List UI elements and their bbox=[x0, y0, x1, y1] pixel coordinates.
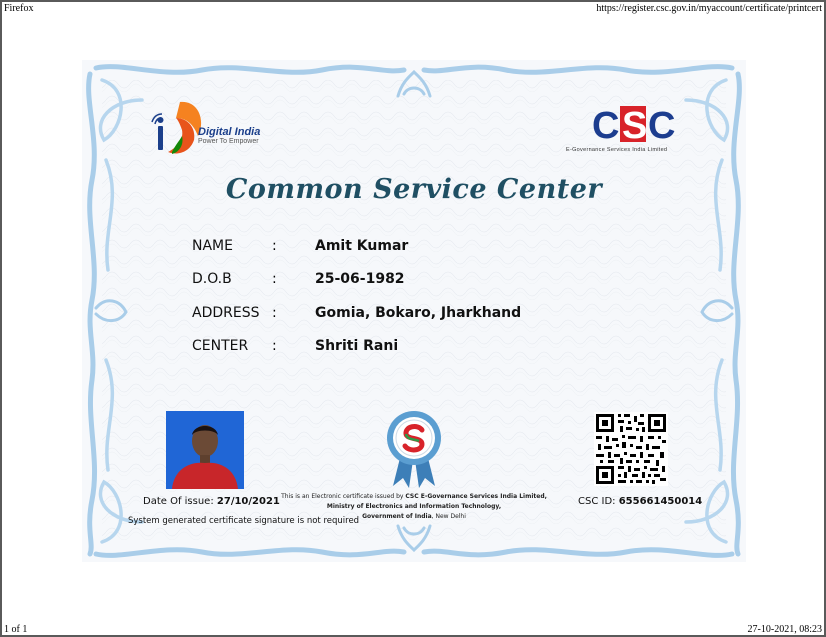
csc-logo-letter-c1: C bbox=[592, 105, 620, 144]
electronic-certificate-note bbox=[278, 492, 550, 522]
csc-id bbox=[578, 496, 702, 507]
field-label: D.O.B bbox=[192, 271, 232, 287]
csc-id-value: 655661450014 bbox=[618, 496, 703, 507]
field-value-center: Shriti Rani bbox=[315, 338, 399, 354]
applicant-photo bbox=[166, 411, 244, 489]
print-header-title: Firefox bbox=[4, 3, 34, 14]
print-header-url: https://register.csc.gov.in/myaccount/certificate/printcert bbox=[596, 3, 822, 14]
electronic-note-government: Government of India bbox=[362, 513, 432, 520]
field-label: CENTER bbox=[192, 338, 249, 354]
digital-india-tagline: Power To Empower bbox=[198, 138, 259, 145]
certificate bbox=[82, 60, 746, 562]
electronic-note-ministry: Ministry of Electronics and Information Technology, bbox=[326, 503, 502, 510]
field-separator: : bbox=[272, 271, 277, 287]
qr-code-icon bbox=[594, 412, 668, 486]
print-footer-page: 1 of 1 bbox=[4, 624, 28, 635]
field-row-name bbox=[192, 238, 632, 260]
electronic-note-org: CSC E-Governance Services India Limited, bbox=[405, 493, 547, 500]
field-value-name: Amit Kumar bbox=[315, 238, 409, 254]
field-label: NAME bbox=[192, 238, 233, 254]
field-value-dob: 25-06-1982 bbox=[315, 271, 405, 287]
field-separator: : bbox=[272, 338, 277, 354]
field-separator: : bbox=[272, 238, 277, 254]
csc-logo-letter-s: S bbox=[622, 105, 648, 144]
field-row-dob bbox=[192, 271, 632, 293]
field-separator: : bbox=[272, 305, 277, 321]
print-footer-datetime: 27-10-2021, 08:23 bbox=[747, 624, 822, 635]
certificate-title: Common Service Center bbox=[225, 174, 603, 205]
field-row-center bbox=[192, 338, 632, 360]
csc-logo-icon bbox=[592, 104, 676, 144]
csc-logo-letter-c2: C bbox=[648, 105, 676, 144]
csc-seal-badge-icon bbox=[385, 410, 443, 488]
digital-india-wordmark: Digital India bbox=[198, 126, 261, 138]
date-of-issue-label: Date Of issue: bbox=[143, 496, 214, 507]
field-row-address bbox=[192, 305, 632, 327]
person-photo-icon bbox=[166, 411, 244, 489]
field-value-address: Gomia, Bokaro, Jharkhand bbox=[315, 305, 522, 321]
date-of-issue-value: 27/10/2021 bbox=[216, 496, 280, 507]
csc-id-label: CSC ID: bbox=[578, 496, 616, 507]
system-generated-note: System generated certificate signature is not required bbox=[128, 516, 360, 526]
electronic-note-city: , New Delhi bbox=[431, 513, 466, 520]
electronic-note-prefix: This is an Electronic certificate issued by bbox=[281, 493, 406, 500]
date-of-issue bbox=[143, 496, 280, 507]
csc-logo-subtitle: E-Governance Services India Limited bbox=[566, 147, 668, 153]
field-label: ADDRESS bbox=[192, 305, 260, 321]
